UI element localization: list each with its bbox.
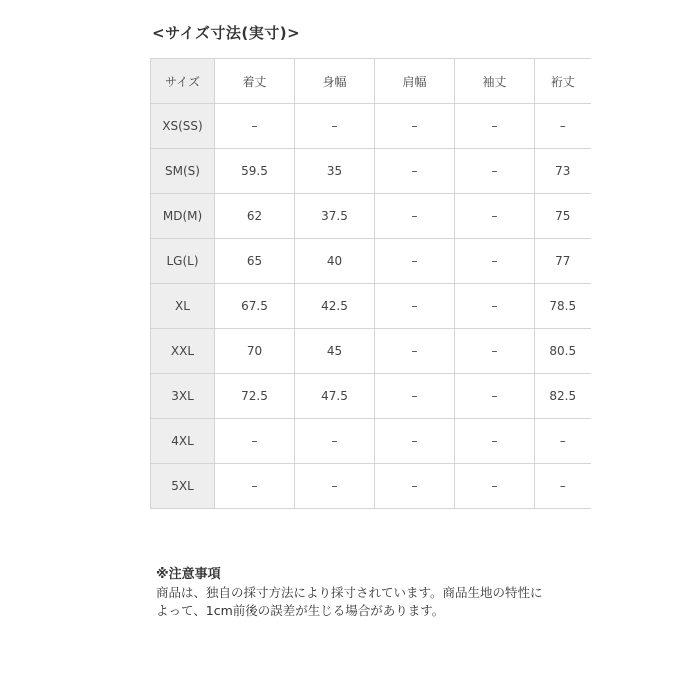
header-cell-yuki: 裄丈 (535, 59, 591, 104)
row-size-label: MD(M) (151, 194, 215, 239)
notes-heading: ※注意事項 (156, 567, 221, 582)
table-cell: 42.5 (295, 284, 375, 329)
table-row (151, 329, 591, 374)
table-row (151, 419, 591, 464)
table-cell: – (215, 419, 295, 464)
table-cell: – (215, 464, 295, 509)
table-cell: 65 (215, 239, 295, 284)
table-cell: 62 (215, 194, 295, 239)
table-cell: 45 (295, 329, 375, 374)
notes-section (156, 566, 596, 620)
table-cell: – (455, 374, 535, 419)
table-cell: – (375, 464, 455, 509)
table-cell: 72.5 (215, 374, 295, 419)
table-cell: 40 (295, 239, 375, 284)
row-size-label: SM(S) (151, 149, 215, 194)
row-size-label: 3XL (151, 374, 215, 419)
table-row (151, 374, 591, 419)
notes-text-line-2: よって、1cm前後の誤差が生じる場合があります。 (156, 603, 445, 618)
table-cell: – (375, 374, 455, 419)
table-cell: – (295, 419, 375, 464)
table-cell: – (215, 104, 295, 149)
table-cell: – (375, 149, 455, 194)
table-cell: 75 (535, 194, 591, 239)
table-cell: 80.5 (535, 329, 591, 374)
table-cell: 77 (535, 239, 591, 284)
table-row (151, 284, 591, 329)
header-cell-size: サイズ (151, 59, 215, 104)
table-cell: 35 (295, 149, 375, 194)
table-row (151, 239, 591, 284)
size-chart-title: <サイズ寸法(実寸)> (152, 24, 301, 42)
table-row (151, 149, 591, 194)
table-cell: – (375, 329, 455, 374)
row-size-label: XL (151, 284, 215, 329)
table-row (151, 194, 591, 239)
table-cell: 67.5 (215, 284, 295, 329)
table-cell: – (535, 419, 591, 464)
row-size-label: XXL (151, 329, 215, 374)
table-cell: – (375, 284, 455, 329)
notes-text-line-1: 商品は、独自の採寸方法により採寸されています。商品生地の特性に (156, 585, 543, 600)
table-cell: – (535, 104, 591, 149)
header-cell-length: 着丈 (215, 59, 295, 104)
row-size-label: 5XL (151, 464, 215, 509)
size-table-body (151, 104, 591, 509)
header-cell-width: 身幅 (295, 59, 375, 104)
table-cell: – (375, 194, 455, 239)
table-cell: – (375, 104, 455, 149)
table-cell: – (455, 464, 535, 509)
table-cell: – (535, 464, 591, 509)
table-cell: 70 (215, 329, 295, 374)
table-cell: 82.5 (535, 374, 591, 419)
size-table (150, 58, 591, 509)
table-cell: – (375, 239, 455, 284)
row-size-label: LG(L) (151, 239, 215, 284)
table-cell: 78.5 (535, 284, 591, 329)
table-cell: 59.5 (215, 149, 295, 194)
header-row (151, 59, 591, 104)
row-size-label: 4XL (151, 419, 215, 464)
row-size-label: XS(SS) (151, 104, 215, 149)
table-row (151, 464, 591, 509)
table-cell: – (455, 149, 535, 194)
size-table-header (151, 59, 591, 104)
table-cell: – (295, 464, 375, 509)
table-cell: – (455, 104, 535, 149)
table-cell: – (455, 284, 535, 329)
table-cell: – (375, 419, 455, 464)
table-cell: – (455, 419, 535, 464)
table-cell: 73 (535, 149, 591, 194)
header-cell-sleeve: 袖丈 (455, 59, 535, 104)
table-cell: – (455, 239, 535, 284)
header-cell-shoulder: 肩幅 (375, 59, 455, 104)
table-cell: – (455, 194, 535, 239)
table-cell: 47.5 (295, 374, 375, 419)
table-row (151, 104, 591, 149)
table-cell: 37.5 (295, 194, 375, 239)
table-cell: – (455, 329, 535, 374)
table-cell: – (295, 104, 375, 149)
